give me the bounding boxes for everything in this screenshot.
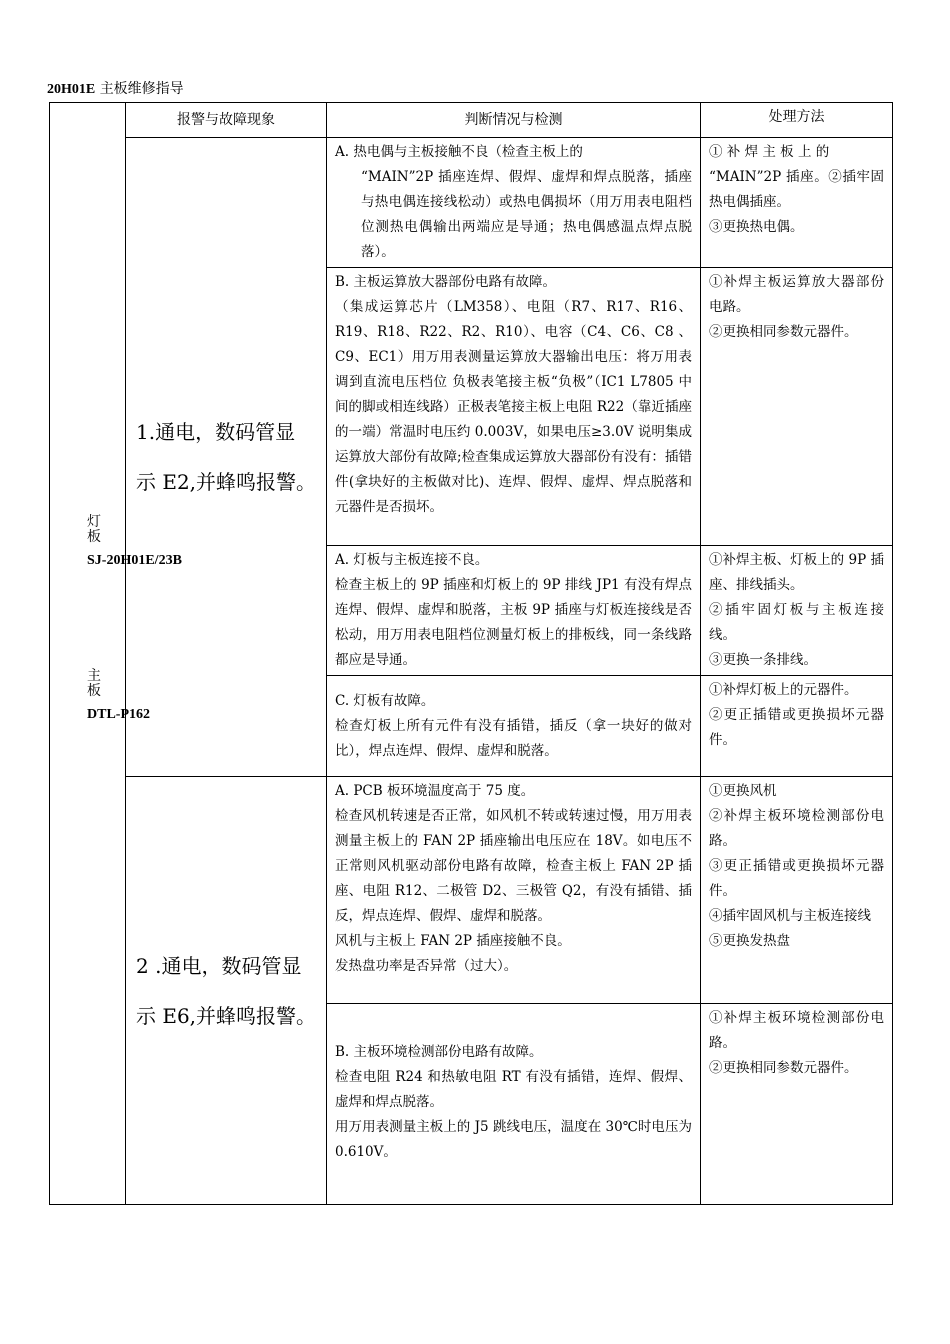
fix-text: ②更换相同参数元器件。 (709, 324, 858, 340)
judge-text: 用万用表测量主板上的 J5 跳线电压，温度在 30℃时电压为 0.610V。 (335, 1119, 692, 1160)
symptom-e6-line-2: 示 E6,并蜂鸣报警。 (136, 1003, 317, 1028)
fix-e6-a (701, 777, 893, 1004)
title-code: 20H01E (47, 82, 96, 97)
symptom-e2 (126, 138, 327, 777)
lamp-label-char-2: 板 (87, 529, 101, 545)
fix-text: ②补焊主板环境检测部份电路。 (709, 808, 884, 849)
fix-e6-b (701, 1004, 893, 1205)
side-label-cell (50, 103, 182, 1205)
judge-text: A. 热电偶与主板接触不良（检查主板上的 (335, 144, 583, 160)
lamp-board-label (87, 515, 101, 545)
fix-text: ②插牢固灯板与主板连接线。 (709, 602, 884, 643)
fix-text: “MAIN”2P 插座。②插牢固热电偶插座。 (709, 169, 884, 210)
fix-text: ①补焊灯板上的元器件。 (709, 682, 858, 698)
judge-text: 检查风机转速是否正常，如风机不转或转速过慢，用万用表测量主板上的 FAN 2P 插座输出电压应在 18V。如电压不正常则风机驱动部份电路有故障，检查主板上 FAN 2P 插座、电阻 R12、二极管 D2、三极管 Q2，有没有插错、插反，焊点连焊、假焊、虚焊和脱落。 (335, 808, 692, 924)
judge-e2-a1 (327, 138, 701, 268)
judge-text: 检查电阻 R24 和热敏电阻 RT 有没有插错，连焊、假焊、虚焊和焊点脱落。 (335, 1069, 692, 1110)
symptom-e6-line-1: 2 .通电，数码管显 (136, 953, 302, 978)
main-label-char-1: 主 (87, 668, 101, 684)
symptom-e2-line-1: 1.通电，数码管显 (136, 420, 296, 444)
symptom-e6 (126, 777, 327, 1205)
header-symptom: 报警与故障现象 (126, 103, 327, 138)
header-judge: 判断情况与检测 (327, 103, 701, 138)
main-model-text: DTL-P162 (87, 707, 150, 722)
fix-text: ④插牢固风机与主板连接线 (709, 908, 871, 924)
symptom-e2-line-2: 示 E2,并蜂鸣报警。 (136, 470, 317, 494)
fix-text: ②更正插错或更换损坏元器件。 (709, 707, 884, 748)
judge-text: 检查灯板上所有元件有没有插错，插反（拿一块好的做对比），焊点连焊、假焊、虚焊和脱落。 (335, 717, 692, 759)
main-label-char-2: 板 (87, 683, 101, 699)
judge-e2-c (327, 676, 701, 777)
judge-e6-b (327, 1004, 701, 1205)
repair-guide-table (49, 102, 893, 1205)
judge-text: A. PCB 板环境温度高于 75 度。 (335, 783, 535, 799)
fix-text: ①补焊主板、灯板上的 9P 插座、排线插头。 (709, 552, 884, 593)
fix-text: ①更换风机 (709, 783, 777, 799)
judge-text: B. 主板环境检测部份电路有故障。 (335, 1044, 543, 1060)
fix-e2-a1 (701, 138, 893, 268)
title-text: 主板维修指导 (99, 81, 184, 97)
judge-text: 检查主板上的 9P 插座和灯板上的 9P 排线 JP1 有没有焊点连焊、假焊、虚焊和脱落，主板 9P 插座与灯板连接线是否松动，用万用表电阻档位测量灯板上的排板线，同一条线路都应是导通。 (335, 577, 692, 668)
fix-e2-a2 (701, 546, 893, 676)
judge-e6-a (327, 777, 701, 1004)
main-board-model (87, 707, 150, 722)
lamp-board-model (87, 553, 182, 568)
judge-text: B. 主板运算放大器部份电路有故障。 (335, 274, 557, 290)
judge-e2-b (327, 268, 701, 546)
fix-text: ③更换热电偶。 (709, 219, 804, 235)
lamp-model-text: SJ-20H01E/23B (87, 553, 182, 568)
lamp-label-char-1: 灯 (87, 514, 101, 530)
fix-text: ① 补 焊 主 板 上 的 (709, 144, 830, 160)
fix-text: ⑤更换发热盘 (709, 933, 790, 949)
fix-text: ③更正插错或更换损坏元器件。 (709, 858, 884, 899)
fix-e2-b (701, 268, 893, 546)
judge-text: （集成运算芯片（LM358）、电阻（R7、R17、R16、R19、R18、R22、R2、R10）、电容（C4、C6、C8 、C9、EC1）用万用表测量运算放大器输出电压：将万用表调到直流电压档位 负极表笔接主板“负极”（IC1 L7805 中间的脚或相连线路）正极表笔接主板上电阻 R22（靠近插座的一端）常温时电压约 0.003V，如果电压≥3.0V 说明集成运算放大部份有故障;检查集成运算放大器部份有没有：插错件(拿块好的主板做对比)、连焊、假焊、虚焊、焊点脱落和元器件是否损坏。 (335, 299, 692, 515)
judge-text: C. 灯板有故障。 (335, 692, 435, 709)
fix-text: ①补焊主板运算放大器部份电路。 (709, 274, 884, 315)
judge-text: A. 灯板与主板连接不良。 (335, 552, 489, 568)
judge-text: 发热盘功率是否异常（过大）。 (335, 958, 518, 974)
main-board-label (87, 669, 101, 699)
fix-text: ③更换一条排线。 (709, 652, 817, 668)
page-title (47, 80, 184, 99)
judge-text: “MAIN”2P 插座连焊、假焊、虚焊和焊点脱落，插座与热电偶连接线松动）或热电偶损坏（用万用表电阻档位测热电偶输出两端应是导通；热电偶感温点焊点脱落）。 (361, 169, 692, 260)
fix-text: ①补焊主板环境检测部份电路。 (709, 1010, 884, 1051)
judge-e2-a2 (327, 546, 701, 676)
judge-text: 风机与主板上 FAN 2P 插座接触不良。 (335, 933, 571, 949)
fix-text: ②更换相同参数元器件。 (709, 1060, 858, 1076)
header-fix: 处理方法 (701, 103, 893, 138)
fix-e2-c (701, 676, 893, 777)
